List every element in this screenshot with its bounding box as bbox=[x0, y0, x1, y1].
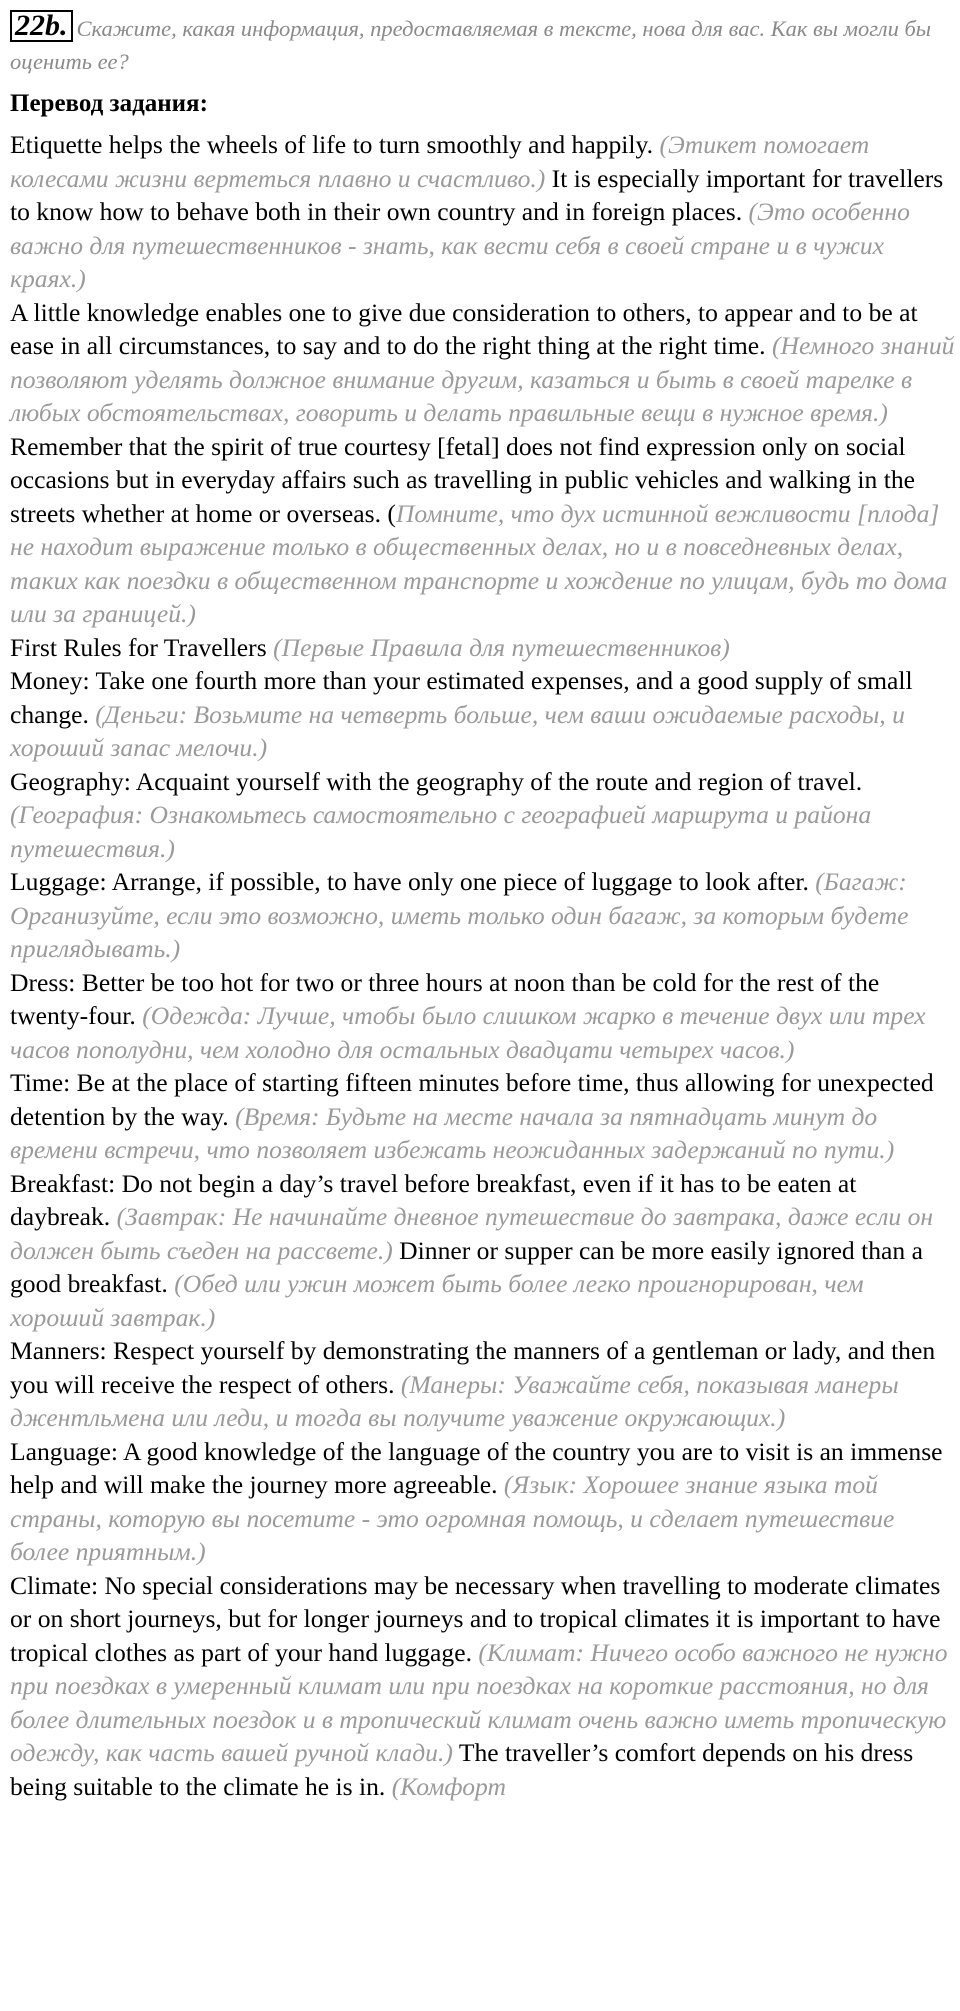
task-number: 22b. bbox=[10, 10, 73, 42]
translation-heading: Перевод задания: bbox=[10, 90, 208, 117]
russian-translation: (Немного знаний позволяют уделять должное внимание другим, казаться и быть в своей тарелке в любых обстоятельствах, говорить и делать правильные вещи в нужное время.) bbox=[10, 331, 955, 427]
english-text: Dress: Better be too hot for two or three hours at noon than be cold for the rest of the twenty-four. bbox=[10, 967, 880, 1030]
english-text: Climate: No special considerations may be necessary when travelling to moderate climates or on short journeys, but for longer journeys and to tropical climates it is important to have tropical clothes as part of your hand luggage. bbox=[10, 1570, 941, 1667]
russian-translation: (Одежда: Лучше, чтобы было слишком жарко в течение двух или трех часов пополудни, чем холодно для остальных двадцати четырех часов.) bbox=[10, 1001, 926, 1064]
paragraph bbox=[10, 1435, 958, 1569]
paragraph bbox=[10, 296, 958, 430]
russian-translation: (Багаж: Организуйте, если это возможно, иметь только один багаж, за которым будете приглядывать.) bbox=[10, 867, 909, 963]
paragraph bbox=[10, 1066, 958, 1167]
paragraph bbox=[10, 865, 958, 966]
russian-translation: (Завтрак: Не начинайте дневное путешествие до завтрака, даже если он должен быть съеден на рассвете.) bbox=[10, 1202, 934, 1265]
english-text: Language: A good knowledge of the language of the country you are to visit is an immense help and will make the journey more agreeable. bbox=[10, 1436, 943, 1499]
paragraph bbox=[10, 1569, 958, 1804]
russian-translation: (Обед или ужин может быть более легко проигнорирован, чем хороший завтрак.) bbox=[10, 1269, 864, 1332]
paragraph bbox=[10, 631, 958, 665]
russian-translation: (Этикет помогает колесами жизни вертеться плавно и счастливо.) bbox=[10, 130, 870, 193]
paragraph bbox=[10, 664, 958, 765]
english-text: Manners: Respect yourself by demonstrating the manners of a gentleman or lady, and then you will receive the respect of others. bbox=[10, 1336, 936, 1399]
russian-translation: (Первые Правила для путешественников) bbox=[273, 632, 730, 662]
english-text: The traveller’s comfort depends on his dress being suitable to the climate he is in. bbox=[10, 1738, 914, 1801]
russian-translation: Помните, что дух истинной вежливости [плода] не находит выражение только в общественных делах, но и в повседневных делах, таких как поездки в общественном транспорте и хождение по улицам, будь то дома или за границей.) bbox=[10, 498, 948, 628]
english-text: Time: Be at the place of starting fifteen minutes before time, thus allowing for unexpected detention by the way. bbox=[10, 1068, 934, 1131]
english-text: Etiquette helps the wheels of life to turn smoothly and happily. bbox=[10, 130, 660, 159]
russian-translation: (Климат: Ничего особо важного не нужно при поездках в умеренный климат или при поездках на короткие расстояния, но для более длительных поездок и в тропический климат очень важно иметь тропическую одежду, как часть вашей ручной клади.) bbox=[10, 1637, 948, 1767]
paragraph bbox=[10, 966, 958, 1067]
translation-body bbox=[10, 128, 958, 1803]
english-text: First Rules for Travellers bbox=[10, 632, 274, 662]
english-text: Geography: Acquaint yourself with the geography of the route and region of travel. bbox=[10, 766, 863, 796]
russian-translation: (Деньги: Возьмите на четверть больше, чем ваши ожидаемые расходы, и хороший запас мелочи.) bbox=[10, 699, 905, 762]
paragraph bbox=[10, 765, 958, 866]
paragraph bbox=[10, 430, 958, 631]
russian-translation: (Манеры: Уважайте себя, показывая манеры джентльмена или леди, и тогда вы получите уважение окружающих.) bbox=[10, 1369, 899, 1432]
russian-translation: (Комфорт bbox=[391, 1771, 506, 1801]
paragraph bbox=[10, 128, 958, 296]
task-header bbox=[10, 10, 955, 78]
russian-translation: (Это особенно важно для путешественников - знать, как вести себя в своей стране и в чужих краях.) bbox=[10, 197, 910, 293]
russian-translation: (Язык: Хорошее знание языка той страны, которую вы посетите - это огромная помощь, и сделает путешествие более приятным.) bbox=[10, 1470, 895, 1566]
task-question: Скажите, какая информация, предоставляемая в тексте, нова для вас. Как вы могли бы оценить ее? bbox=[10, 16, 932, 74]
paragraph bbox=[10, 1167, 958, 1335]
russian-translation: (География: Ознакомьтесь самостоятельно с географией маршрута и района путешествия.) bbox=[10, 800, 872, 863]
english-text: Money: Take one fourth more than your estimated expenses, and a good supply of small change. bbox=[10, 666, 913, 729]
russian-translation: (Время: Будьте на месте начала за пятнадцать минут до времени встречи, что позволяет избежать неожиданных задержаний по пути.) bbox=[10, 1101, 895, 1164]
english-text: Luggage: Arrange, if possible, to have only one piece of luggage to look after. bbox=[10, 867, 816, 896]
english-text: It is especially important for travellers to know how to behave both in their own country and in foreign places. bbox=[10, 163, 944, 226]
english-text: Breakfast: Do not begin a day’s travel before breakfast, even if it has to be eaten at daybreak. bbox=[10, 1168, 857, 1231]
english-text: Remember that the spirit of true courtesy [fetal] does not find expression only on social occasions but in everyday affairs such as travelling in public vehicles and walking in the streets whether at home or overseas. ( bbox=[10, 431, 916, 528]
english-text: A little knowledge enables one to give due consideration to others, to appear and to be at ease in all circumstances, to say and to do the right thing at the right time. bbox=[10, 297, 918, 360]
english-text: Dinner or supper can be more easily ignored than a good breakfast. bbox=[10, 1235, 923, 1298]
paragraph bbox=[10, 1334, 958, 1435]
